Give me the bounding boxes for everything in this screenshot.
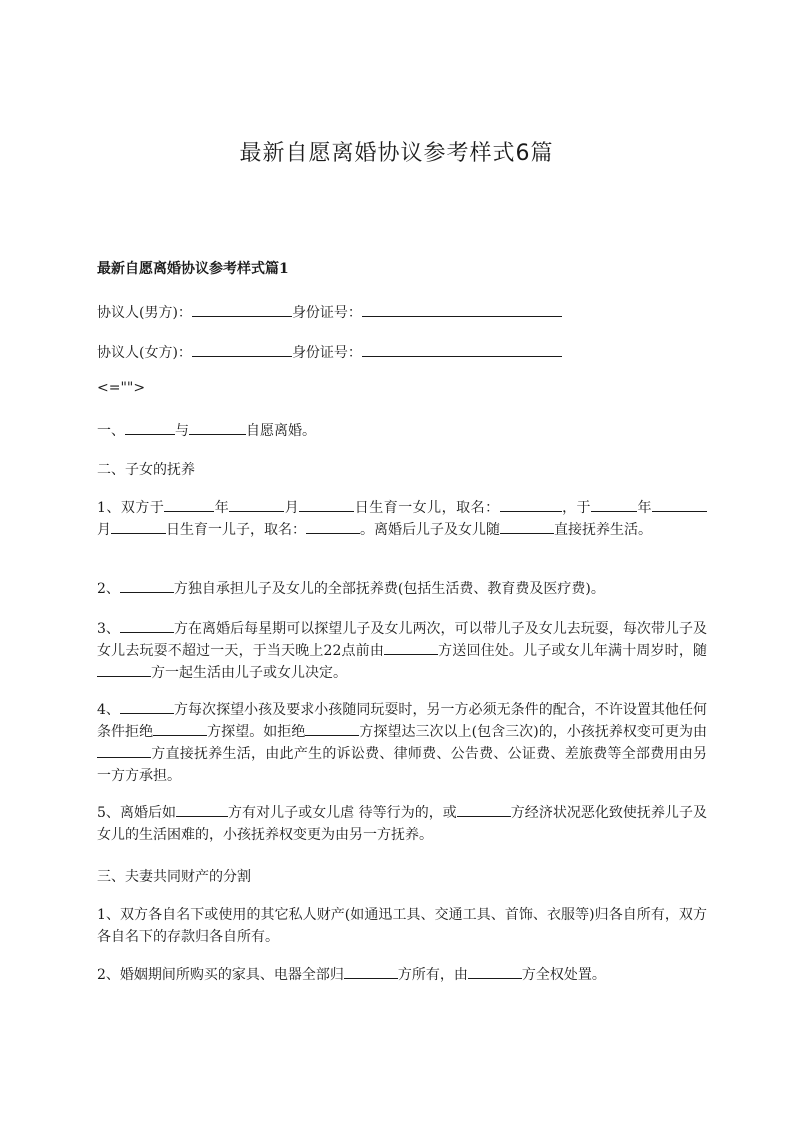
heading-property-division: 三、夫妻共同财产的分割 bbox=[97, 869, 251, 885]
item-four-text-c: 方探望。如拒绝 bbox=[207, 724, 306, 740]
blank bbox=[97, 662, 151, 677]
blank bbox=[652, 497, 707, 512]
item-two bbox=[97, 578, 707, 600]
blank bbox=[306, 519, 360, 534]
blank bbox=[305, 721, 359, 736]
property-two-text-b: 方所有，由 bbox=[397, 967, 468, 983]
male-name-blank bbox=[192, 302, 292, 317]
item-three-prefix: 3、 bbox=[97, 621, 120, 637]
party-b-blank bbox=[189, 420, 246, 435]
clause-one-prefix: 一、 bbox=[97, 423, 125, 439]
blank bbox=[176, 802, 228, 817]
item-four-text-e: 方直接抚养生活，由此产生的诉讼费、律师费、公告费、公证费、差旅费等全部费用由另一方方承担。 bbox=[97, 746, 707, 784]
item-two-prefix: 2、 bbox=[97, 581, 120, 597]
blank bbox=[591, 497, 637, 512]
item-one-son: 日生育一儿子，取名： bbox=[166, 522, 306, 538]
item-three-text-c: 方送回住处。儿子或女儿年满十周岁时，随 bbox=[437, 643, 707, 659]
blank bbox=[384, 640, 438, 655]
male-id-label: 身份证号： bbox=[291, 305, 362, 321]
item-one-end: 直接抚养生活。 bbox=[554, 522, 652, 538]
item-five-prefix: 5、离婚后如 bbox=[97, 805, 177, 821]
item-four-text-d: 方探望达三次以上(包含三次)的，小孩抚养权变可更为由 bbox=[359, 724, 708, 740]
heading-child-support: 二、子女的抚养 bbox=[97, 462, 195, 478]
blank bbox=[500, 519, 554, 534]
blank bbox=[120, 618, 174, 633]
document-title: 最新自愿离婚协议参考样式6篇 bbox=[239, 141, 554, 166]
blank bbox=[164, 497, 214, 512]
male-party-line bbox=[97, 302, 707, 324]
blank bbox=[457, 802, 511, 817]
clause-one-suffix: 自愿离婚。 bbox=[246, 423, 316, 439]
blank bbox=[120, 578, 174, 593]
female-name-blank bbox=[192, 342, 292, 357]
blank bbox=[468, 964, 522, 979]
item-three bbox=[97, 618, 707, 684]
item-one-month2: 月 bbox=[97, 522, 111, 538]
item-three-text-b: 方在离婚后每星期可以探望儿子及女儿两次，可以带儿子及女儿去玩耍，每次带儿子及女儿去玩耍不超过一天，于当天晚上22点前由 bbox=[97, 621, 707, 659]
female-party-label: 协议人(女方)： bbox=[97, 345, 192, 361]
item-one-month: 月 bbox=[284, 500, 300, 516]
item-five bbox=[97, 802, 707, 846]
male-party-label: 协议人(男方)： bbox=[97, 305, 192, 321]
female-id-blank bbox=[362, 342, 562, 357]
blank bbox=[500, 497, 562, 512]
item-one-after: 。离婚后儿子及女儿随 bbox=[360, 522, 500, 538]
clause-one bbox=[97, 420, 707, 442]
blank bbox=[97, 743, 151, 758]
property-two-text-c: 方全权处置。 bbox=[521, 967, 606, 983]
blank bbox=[153, 721, 207, 736]
blank bbox=[344, 964, 398, 979]
item-five-text-b: 方有对儿子或女儿虐 待等行为的，或 bbox=[228, 805, 457, 821]
item-three-text-d: 方一起生活由儿子或女儿决定。 bbox=[151, 665, 347, 681]
male-id-blank bbox=[362, 302, 562, 317]
property-two-text-a: 2、婚姻期间所购买的家具、电器全部归 bbox=[97, 967, 344, 983]
item-four-prefix: 4、 bbox=[97, 702, 120, 718]
item-two-text: 方独自承担儿子及女儿的全部抚养费(包括生活费、教育费及医疗费)。 bbox=[173, 581, 605, 597]
section-title: 最新自愿离婚协议参考样式篇1 bbox=[97, 261, 289, 277]
placeholder-line: <=""> bbox=[97, 380, 146, 396]
item-five-text-c: 方经济状况恶化致使抚养儿子及女儿的生活困难的，小孩抚养权变更为由另一方抚养。 bbox=[97, 805, 707, 843]
clause-one-with: 与 bbox=[175, 423, 189, 439]
property-one: 1、双方各自名下或使用的其它私人财产(如通迅工具、交通工具、首饰、衣服等)归各自所有，双方各自名下的存款归各自所有。 bbox=[97, 907, 707, 945]
item-one-text-a: 1、双方于 bbox=[97, 500, 165, 516]
property-two bbox=[97, 964, 707, 986]
item-one-year2: 年 bbox=[637, 500, 653, 516]
female-party-line bbox=[97, 342, 707, 364]
item-one-year: 年 bbox=[214, 500, 230, 516]
blank bbox=[120, 699, 174, 714]
item-one bbox=[97, 497, 707, 541]
blank bbox=[229, 497, 284, 512]
item-one-daughter: 日生育一女儿，取名： bbox=[354, 500, 500, 516]
item-one-comma: ，于 bbox=[561, 500, 592, 516]
item-four-text-b: 方每次探望小孩及要求小孩随同玩耍时，另一方必须无条件的配合，不许设置其他任何条件拒绝 bbox=[97, 702, 707, 740]
party-a-blank bbox=[125, 420, 175, 435]
item-four bbox=[97, 699, 707, 787]
female-id-label: 身份证号： bbox=[291, 345, 362, 361]
blank bbox=[299, 497, 354, 512]
blank bbox=[111, 519, 166, 534]
